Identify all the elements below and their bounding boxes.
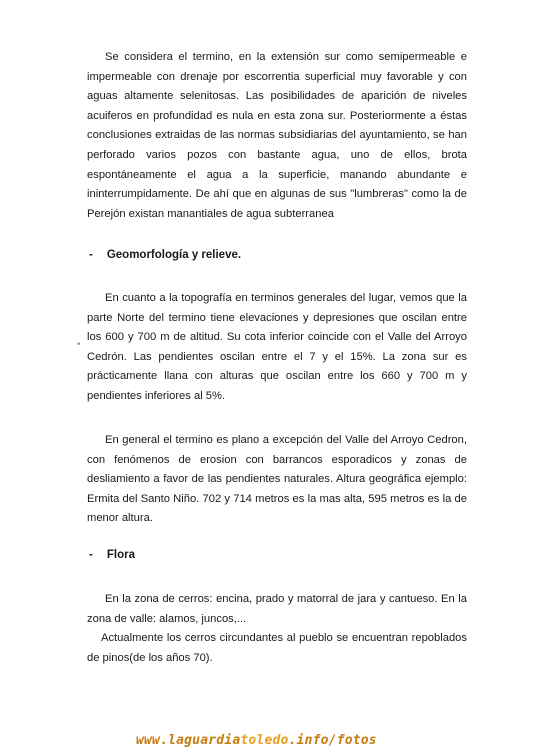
watermark-part: toledo: [240, 733, 289, 748]
watermark-part: www.laguardia: [136, 733, 241, 748]
heading-dash: -: [89, 549, 93, 561]
text-line: Ermita del Santo Niño. 702 y 714 metros es la mas alta, 595 metros es la de: [87, 492, 467, 505]
text-line: con fenómenos de erosion con barrancos esporadicos y zonas de: [87, 453, 467, 466]
text-line: prácticamente llana con alturas que oscilan entre los 660 y 700 m y: [87, 370, 467, 383]
heading-geomorfologia: [89, 249, 241, 261]
text-line: desliamiento a favor de las pendientes naturales. Altura geográfica ejemplo:: [87, 473, 467, 486]
text-line: Actualmente los cerros circundantes al pueblo se encuentran repoblados: [101, 632, 467, 644]
text-line: menor altura.: [87, 512, 153, 525]
text-line: acuiferos en profundidad es nula en esta zona sur. Posteriormente a éstas: [87, 109, 467, 122]
text-line: aguas altamente selenitosas. Las posibilidades de aparición de niveles: [87, 90, 467, 103]
scan-mark: •: [77, 339, 81, 350]
text-line: Se considera el termino, en la extensión sur como semipermeable e: [105, 51, 467, 63]
paragraph-repoblacion: [87, 629, 467, 668]
paragraph-hydrology: [87, 48, 467, 224]
watermark-url: [136, 733, 377, 748]
heading-text: Geomorfología y relieve.: [106, 249, 242, 261]
text-line: espontáneamente el agua a la superficie, manando abundante e: [87, 168, 467, 181]
text-line: En general el termino es plano a excepción del Valle del Arroyo Cedron,: [105, 434, 467, 446]
heading-text: Flora: [106, 549, 135, 561]
text-line: impermeable con drenaje por escorrentia superficial muy favorable y con: [87, 70, 467, 83]
text-line: parte Norte del termino tiene elevaciones y depresiones que oscilan entre: [87, 311, 467, 324]
paragraph-flora: [87, 590, 467, 629]
heading-flora: [89, 549, 135, 561]
text-line: los 600 y 700 m de altitud. Su cota inferior coincide con el Valle del Arroyo: [87, 331, 467, 344]
text-line: perforado varios pozos con bastante agua, uno de ellos, brota: [87, 148, 467, 161]
text-line: ininterrumpidamente. De ahí que en algunas de sus "lumbreras" como la de: [87, 188, 467, 201]
text-line: conclusiones extraidas de las normas subsidiarias del ayuntamiento, se han: [87, 129, 467, 142]
text-line: Cedrón. Las pendientes oscilan entre el 7 y el 15%. La zona sur es: [87, 350, 467, 363]
text-line: En cuanto a la topografía en terminos generales del lugar, vemos que la: [105, 292, 467, 304]
paragraph-erosion: [87, 431, 467, 529]
watermark-part: .info/fotos: [288, 733, 377, 748]
paragraph-topografia: [87, 289, 467, 407]
text-line: pendientes inferiores al 5%.: [87, 389, 226, 402]
heading-dash: -: [89, 249, 93, 261]
text-line: de pinos(de los años 70).: [87, 651, 213, 664]
text-line: Perejón existan manantiales de agua subterranea: [87, 207, 334, 220]
text-line: En la zona de cerros: encina, prado y matorral de jara y cantueso. En la: [105, 593, 467, 605]
text-line: zona de valle: alamos, juncos,...: [87, 612, 247, 625]
